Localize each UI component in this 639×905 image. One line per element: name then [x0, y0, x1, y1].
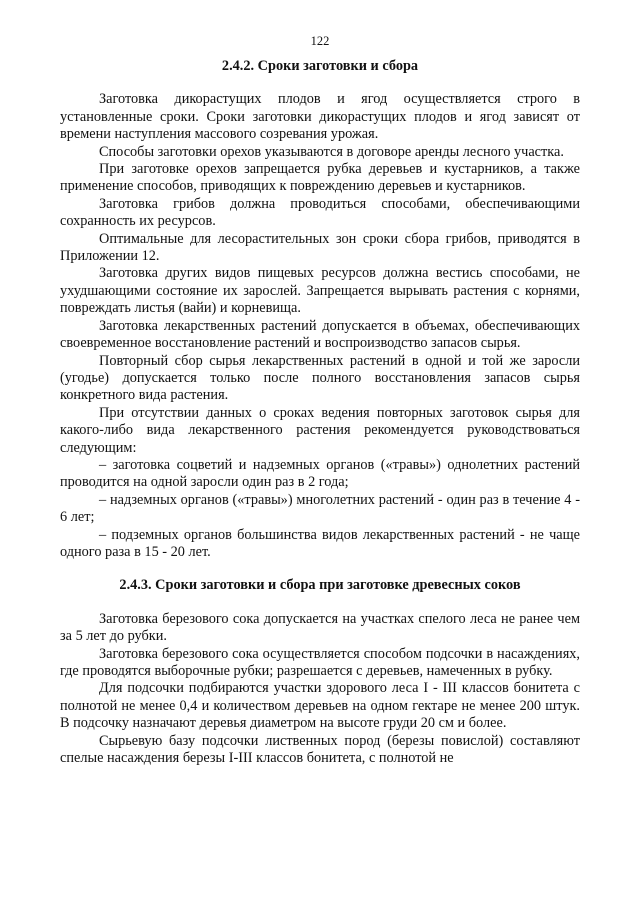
paragraph: При заготовке орехов запрещается рубка деревьев и кустарников, а также применение способов, приводящих к повреждению деревьев и кустарников. — [60, 161, 580, 195]
paragraph: Заготовка грибов должна проводиться способами, обеспечивающими сохранность их ресурсов. — [60, 195, 580, 230]
paragraph: Заготовка дикорастущих плодов и ягод осуществляется строго в установленные сроки. Сроки заготовки дикорастущих плодов и ягод зависят от времени наступления массового созревания урожая. — [60, 91, 580, 143]
list-item: – заготовка соцветий и надземных органов («травы») однолетних растений проводится на одной заросли один раз в 2 года; — [60, 456, 580, 491]
section-body-2-4-3 — [60, 611, 580, 768]
paragraph: При отсутствии данных о сроках ведения повторных заготовок сырья для какого-либо вида лекарственного растения рекомендуется руководствоваться следующим: — [60, 404, 580, 456]
list-item: – надземных органов («травы») многолетних растений - один раз в течение 4 - 6 лет; — [60, 491, 580, 526]
paragraph: Заготовка березового сока допускается на участках спелого леса не ранее чем за 5 лет до рубки. — [60, 610, 580, 645]
section-heading-2-4-2: 2.4.2. Сроки заготовки и сбора — [221, 58, 419, 74]
paragraph: Заготовка лекарственных растений допускается в объемах, обеспечивающих своевременное восстановление растений и воспроизводство запасов сырья. — [60, 317, 580, 352]
section-body-2-4-2 — [60, 91, 580, 561]
page-number: 122 — [310, 34, 330, 48]
paragraph: Для подсочки подбираются участки здорового леса I - III классов бонитета с полнотой не менее 0,4 и количеством деревьев на одном гектаре не менее 200 штук. В подсочку назначают деревья диаметром на высоте груди 20 см и более. — [60, 680, 580, 732]
paragraph: Заготовка других видов пищевых ресурсов должна вестись способами, не ухудшающими состояние их зарослей. Запрещается вырывать растения с корнями, повреждать листья (вайи) и корневища. — [60, 265, 580, 317]
paragraph: Способы заготовки орехов указываются в договоре аренды лесного участка. — [99, 143, 564, 160]
paragraph: Заготовка березового сока осуществляется способом подсочки в насаждениях, где проводятся выборочные рубки; разрешается с деревьев, намеченных в рубку. — [60, 645, 580, 679]
paragraph: Сырьевую базу подсочки лиственных пород (березы повислой) составляют спелые насаждения березы I-III классов бонитета, с полнотой не — [60, 732, 580, 767]
list-item: – подземных органов большинства видов лекарственных растений - не чаще одного раза в 15 - 20 лет. — [60, 526, 580, 560]
paragraph: Повторный сбор сырья лекарственных растений в одной и той же заросли (угодье) допускается только после полного восстановления запасов сырья конкретного вида растения. — [60, 352, 580, 404]
paragraph: Оптимальные для лесорастительных зон сроки сбора грибов, приводятся в Приложении 12. — [60, 230, 580, 265]
section-heading-2-4-3: 2.4.3. Сроки заготовки и сбора при заготовке древесных соков — [119, 577, 521, 594]
